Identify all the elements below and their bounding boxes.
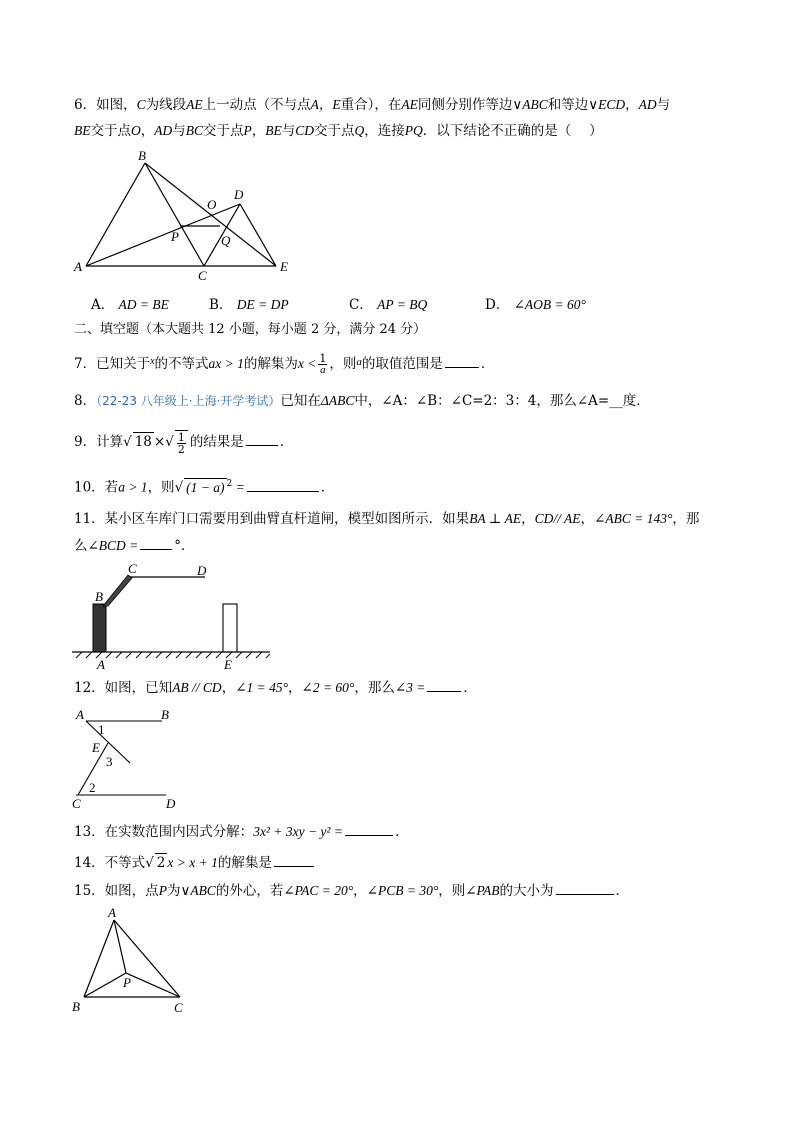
q12-label-D: D <box>166 796 176 811</box>
q11-text-line1: 11．某小区车库门口需要用到曲臂直杆道闸，模型如图所示．如果BA ⊥ AE，CD// AE，∠ABC = 143°，那 <box>74 511 700 527</box>
section-heading-fill-in: 二、填空题（本大题共 12 小题，每小题 2 分，满分 24 分） <box>74 322 427 337</box>
q11-answer-blank[interactable] <box>140 537 172 550</box>
q11-figure <box>70 560 275 675</box>
q11-label-A: A <box>97 657 105 672</box>
q6-figure <box>70 145 300 285</box>
q11-label-B: B <box>95 589 103 604</box>
q12-angle-3: 3 <box>106 754 113 769</box>
q6-label-E: E <box>280 259 288 274</box>
q14-text: 14．不等式√ 2 x > x + 1的解集是 <box>74 853 316 872</box>
q15-label-C: C <box>174 1000 183 1015</box>
q11-text-line2: 么∠BCD = °． <box>74 538 195 554</box>
q6-label-D: D <box>234 187 244 202</box>
q12-label-B: B <box>161 707 169 722</box>
q12-answer-blank[interactable] <box>427 679 461 692</box>
q15-label-P: P <box>123 975 131 990</box>
q6-text-line1: 6．如图，C为线段AE上一动点（不与点A，E重合），在AE同侧分别作等边∨ABC和等边∨ECD，AD与 <box>74 97 671 113</box>
q6-option-a[interactable]: A． AD = BE <box>91 297 169 313</box>
q15-answer-blank[interactable] <box>556 882 614 895</box>
q12-angle-2: 2 <box>89 780 96 795</box>
q12-angle-1: 1 <box>98 722 105 737</box>
q12-figure <box>70 703 185 813</box>
q11-label-C: C <box>128 561 137 576</box>
q6-label-P: P <box>171 229 179 244</box>
q9-answer-blank[interactable] <box>246 433 278 446</box>
q9-text: 9．计算√ 18 ×√ $\frac{1}{2}$ 的结果是 ． <box>74 431 294 456</box>
q11-label-D: D <box>197 563 207 578</box>
q7-answer-blank[interactable] <box>445 355 479 368</box>
q6-label-B: B <box>138 148 146 163</box>
q13-answer-blank[interactable] <box>345 823 393 836</box>
q6-text-line2: BE交于点O，AD与BC交于点P，BE与CD交于点Q，连接PQ．以下结论不正确的是（ ） <box>74 123 603 139</box>
q14-answer-blank[interactable] <box>274 854 314 867</box>
q15-text: 15．如图，点P为∨ABC的外心，若∠PAC = 20°，∠PCB = 30°，则∠PAB的大小为 ． <box>74 883 630 899</box>
q7-fraction: $\frac{1}{a}$ <box>319 352 327 376</box>
q6-label-O: O <box>207 197 217 212</box>
q10-text: 10．若a > 1，则√ (1 − a) $^2$ = ． <box>74 479 335 496</box>
q12-label-E: E <box>92 740 100 755</box>
q12-label-C: C <box>72 796 81 811</box>
q12-text: 12．如图，已知AB // CD，∠1 = 45°，∠2 = 60°，那么∠3 = ． <box>74 680 477 696</box>
q6-label-Q: Q <box>221 233 231 248</box>
q10-answer-blank[interactable] <box>247 479 319 492</box>
q7-text: 7．已知关于$^x$的不等式ax > 1的解集为x < $\frac{1}{a}$ ，则$^a$的取值范围是 ． <box>74 352 495 376</box>
q6-option-d[interactable]: D． ∠AOB = 60° <box>485 297 586 313</box>
q15-label-B: B <box>72 999 80 1014</box>
q6-option-b[interactable]: B． DE = DP <box>209 297 289 313</box>
q8-source-tag: （22-23 八年级上·上海·开学考试） <box>96 394 281 408</box>
q6-option-c[interactable]: C． AP = BQ <box>349 297 428 313</box>
q6-label-C: C <box>198 268 207 283</box>
q13-text: 13．在实数范围内因式分解：3x² + 3xy − y² = ． <box>74 824 409 840</box>
q12-label-A: A <box>76 707 84 722</box>
q15-label-A: A <box>108 905 116 920</box>
q8-text: 8．（22-23 八年级上·上海·开学考试）已知在ΔABC中，∠A：∠B：∠C=2：3：4，那么∠A=__度． <box>74 393 650 409</box>
q6-label-A: A <box>74 259 82 274</box>
q15-figure <box>68 905 193 1020</box>
q11-label-E: E <box>224 657 232 672</box>
